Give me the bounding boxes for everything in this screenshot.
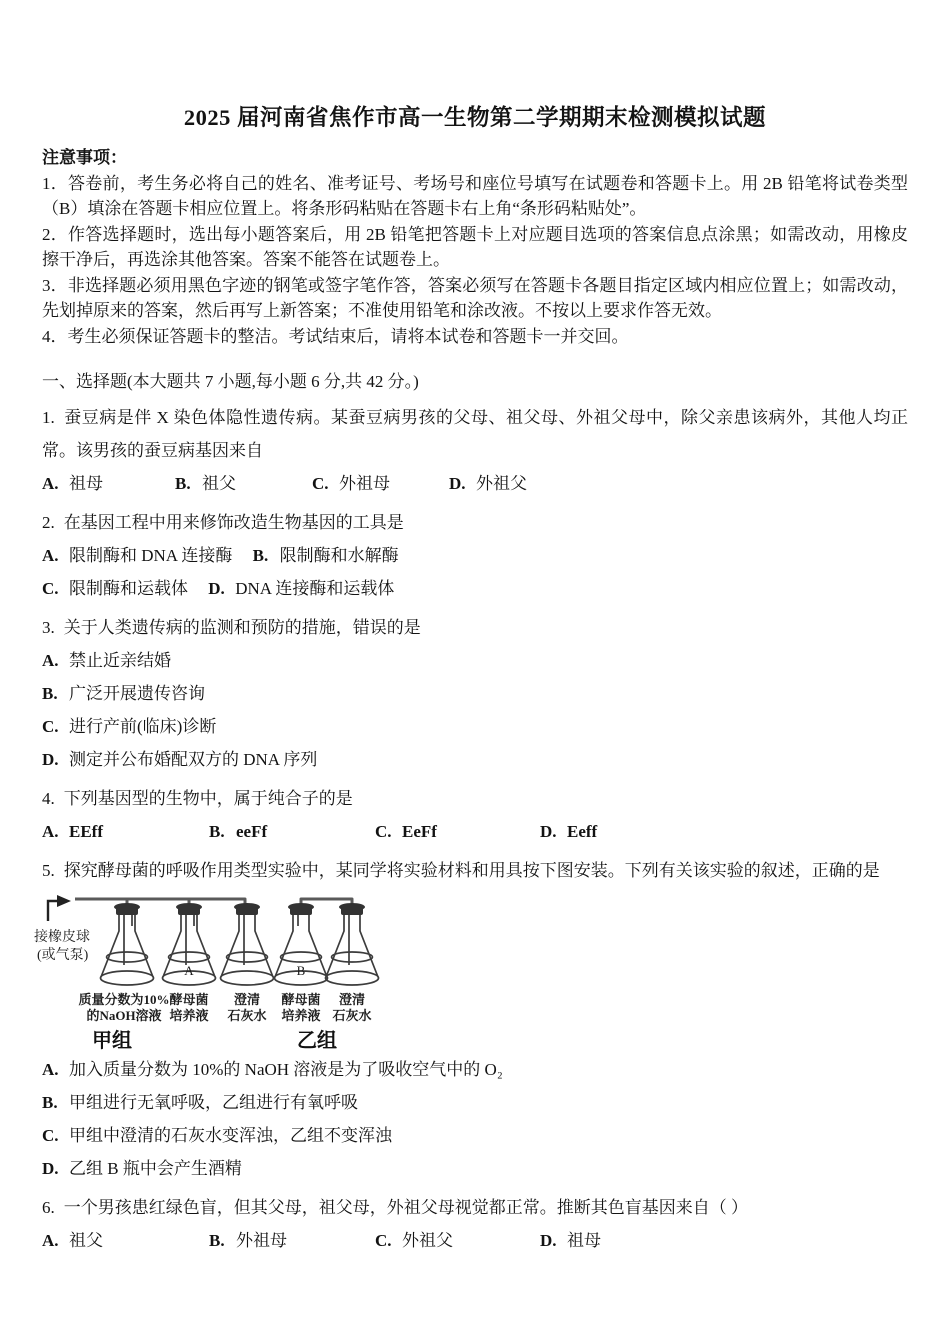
notice-item-2: 2．作答选择题时，选出每小题答案后，用 2B 铅笔把答题卡上对应题目选项的答案信息点涂黑；如需改动，用橡皮擦干净后，再选涂其他答案。答案不能答在试题卷上。: [42, 224, 908, 269]
question-1-option-b: [175, 467, 312, 500]
option-letter: B.: [209, 822, 225, 841]
option-letter: A.: [42, 822, 59, 841]
connecting-tube-group-jia: [75, 899, 245, 907]
question-6: [42, 1191, 908, 1257]
flask-yeast-b-icon: [275, 903, 328, 985]
flask-limewater-2-icon: [326, 903, 379, 985]
option-text: 甲组进行无氧呼吸，乙组进行有氧呼吸: [69, 1093, 358, 1112]
option-letter: D.: [540, 1231, 557, 1250]
question-5: [34, 854, 908, 1185]
option-letter: A.: [42, 546, 59, 565]
option-letter: D.: [42, 1159, 59, 1178]
option-letter: B.: [252, 546, 269, 565]
option-letter: C.: [42, 1126, 59, 1145]
flask-1-label-line1: 质量分数为10%: [78, 992, 170, 1007]
question-6-options: [42, 1224, 908, 1257]
question-5-stem: [42, 854, 908, 887]
option-text: 广泛开展遗传咨询: [69, 684, 205, 703]
option-text: 甲组中澄清的石灰水变浑浊，乙组不变浑浊: [69, 1126, 392, 1145]
option-letter: A.: [42, 651, 59, 670]
question-5-option-b: [42, 1086, 908, 1119]
option-letter: B.: [175, 474, 191, 493]
option-text: 限制酶和 DNA 连接酶: [69, 546, 233, 565]
air-pump-arrow-icon: [48, 895, 71, 921]
question-3: [42, 611, 908, 776]
option-text: 祖母: [567, 1231, 601, 1250]
question-3-stem: [42, 611, 908, 644]
option-letter: D.: [449, 474, 466, 493]
flask-limewater-1-icon: [221, 903, 274, 985]
question-6-stem: [42, 1191, 908, 1224]
question-6-text: 一个男孩患红绿色盲，但其父母，祖父母，外祖父母视觉都正常。推断其色盲基因来自（ ）: [63, 1198, 748, 1217]
option-text: 限制酶和运载体: [69, 579, 188, 598]
option-letter: B.: [209, 1231, 225, 1250]
option-letter: A.: [42, 1060, 59, 1079]
question-2-option-b: [253, 546, 399, 565]
option-text: DNA 连接酶和运载体: [235, 579, 395, 598]
option-text: 加入质量分数为 10%的 NaOH 溶液是为了吸收空气中的 O₂: [69, 1060, 503, 1079]
option-text: 祖父: [202, 474, 236, 493]
flask-yeast-a-icon: [163, 903, 216, 985]
option-letter: B.: [42, 684, 58, 703]
question-4: [42, 782, 908, 848]
option-text: eeFf: [236, 822, 268, 841]
option-letter: D.: [208, 579, 225, 598]
question-1-option-a: [42, 467, 175, 500]
option-text: 祖父: [69, 1231, 103, 1250]
option-text: 祖母: [69, 474, 103, 493]
option-text: 外祖母: [236, 1231, 287, 1250]
question-4-option-c: [375, 815, 540, 848]
question-4-text: 下列基因型的生物中，属于纯合子的是: [63, 789, 353, 808]
question-4-stem: [42, 782, 908, 815]
question-4-number: 4.: [42, 789, 55, 808]
question-5-number: 5.: [42, 861, 55, 880]
option-letter: C.: [42, 717, 59, 736]
question-6-option-d: [540, 1224, 908, 1257]
flask-2-label-line1: 酵母菌: [169, 992, 209, 1007]
flask-5-label-line1: 澄清: [338, 992, 366, 1007]
tube-label-line2: (或气泵): [37, 948, 89, 963]
flask-naoh-icon: [101, 903, 154, 985]
option-letter: D.: [540, 822, 557, 841]
notice-item-1: 1．答卷前，考生务必将自己的姓名、准考证号、考场号和座位号填写在试题卷和答题卡上。用 2B 铅笔将试卷类型（B）填涂在答题卡相应位置上。将条形码粘贴在答题卡右上角“条形码粘贴处”。: [42, 173, 908, 218]
question-2-option-d: [208, 579, 394, 598]
option-letter: C.: [42, 579, 59, 598]
question-2-options-row-2: [42, 572, 908, 605]
option-text: 外祖父: [476, 474, 527, 493]
option-text: 进行产前(临床)诊断: [69, 717, 217, 736]
flask-3-label-line2: 石灰水: [227, 1008, 267, 1023]
question-2-number: 2.: [42, 513, 55, 532]
question-5-option-d: [42, 1152, 908, 1185]
flask-tag-b: B: [296, 963, 306, 978]
question-2-stem: [42, 506, 908, 539]
option-text: 限制酶和水解酶: [279, 546, 399, 565]
question-1-number: 1.: [42, 408, 55, 427]
question-4-option-d: [540, 815, 908, 848]
question-6-number: 6.: [42, 1198, 55, 1217]
page-title: 2025 届河南省焦作市高一生物第二学期期末检测模拟试题: [183, 105, 767, 130]
question-2-text: 在基因工程中用来修饰改造生物基因的工具是: [63, 513, 404, 532]
question-2-options-row-1: [42, 539, 908, 572]
notice-item-3: 3．非选择题必须用黑色字迹的钢笔或签字笔作答，答案必须写在答题卡各题目指定区域内相应位置上；如需改动，先划掉原来的答案，然后再写上新答案；不准使用铅笔和涂改液。不按以上要求作答无效。: [42, 275, 908, 320]
flask-3-label-line1: 澄清: [233, 992, 261, 1007]
section-heading: 一、选择题(本大题共 7 小题,每小题 6 分,共 42 分。): [42, 372, 419, 391]
flask-4-label-line1: 酵母菌: [281, 992, 321, 1007]
option-letter: A.: [42, 1231, 59, 1250]
notice-section: [42, 145, 908, 349]
option-letter: C.: [312, 474, 329, 493]
question-4-option-a: [42, 815, 209, 848]
question-3-number: 3.: [42, 618, 55, 637]
option-letter: C.: [375, 822, 392, 841]
question-1-option-c: [312, 467, 449, 500]
flask-5-label-line2: 石灰水: [332, 1008, 372, 1023]
question-2: [42, 506, 908, 605]
option-text: 禁止近亲结婚: [69, 651, 171, 670]
question-2-option-c: [42, 579, 188, 598]
experiment-apparatus-diagram: [34, 891, 454, 1051]
notice-heading: 注意事项：: [42, 148, 127, 167]
question-4-options: [42, 815, 908, 848]
question-3-option-c: [42, 710, 908, 743]
question-6-option-a: [42, 1224, 209, 1257]
question-6-option-b: [209, 1224, 375, 1257]
option-letter: B.: [42, 1093, 58, 1112]
flask-tag-a: A: [184, 963, 194, 978]
question-5-option-a: [42, 1053, 908, 1086]
question-3-option-d: [42, 743, 908, 776]
option-text: Eeff: [567, 822, 598, 841]
option-text: EEff: [69, 822, 103, 841]
option-text: 外祖母: [339, 474, 390, 493]
flask-2-label-line2: 培养液: [169, 1008, 209, 1023]
group-label-yi: 乙组: [297, 1030, 337, 1051]
notice-item-4: 4．考生必须保证答题卡的整洁。考试结束后，请将本试卷和答题卡一并交回。: [42, 326, 629, 346]
question-5-option-c: [42, 1119, 908, 1152]
option-letter: A.: [42, 474, 59, 493]
question-2-option-a: [42, 546, 232, 565]
flask-4-label-line2: 培养液: [281, 1008, 321, 1023]
question-3-option-b: [42, 677, 908, 710]
question-1: [42, 401, 908, 500]
tube-label-line1: 接橡皮球: [34, 930, 90, 945]
question-6-option-c: [375, 1224, 540, 1257]
question-3-option-a: [42, 644, 908, 677]
question-1-option-d: [449, 467, 908, 500]
question-1-text: 蚕豆病是伴 X 染色体隐性遗传病。某蚕豆病男孩的父母、祖父母、外祖父母中，除父亲患该病外，其他人均正常。该男孩的蚕豆病基因来自: [42, 408, 908, 460]
option-text: 外祖父: [402, 1231, 453, 1250]
group-label-jia: 甲组: [92, 1030, 132, 1051]
option-letter: C.: [375, 1231, 392, 1250]
question-3-text: 关于人类遗传病的监测和预防的措施，错误的是: [63, 618, 421, 637]
question-4-option-b: [209, 815, 375, 848]
option-text: 乙组 B 瓶中会产生酒精: [69, 1159, 242, 1178]
option-text: EeFf: [402, 822, 437, 841]
flask-1-label-line2: 的NaOH溶液: [86, 1008, 162, 1023]
option-letter: D.: [42, 750, 59, 769]
question-1-stem: [42, 401, 908, 467]
question-5-text: 探究酵母菌的呼吸作用类型实验中，某同学将实验材料和用具按下图安装。下列有关该实验的叙述，正确的是: [63, 861, 880, 880]
question-1-options: [42, 467, 908, 500]
option-text: 测定并公布婚配双方的 DNA 序列: [69, 750, 318, 769]
